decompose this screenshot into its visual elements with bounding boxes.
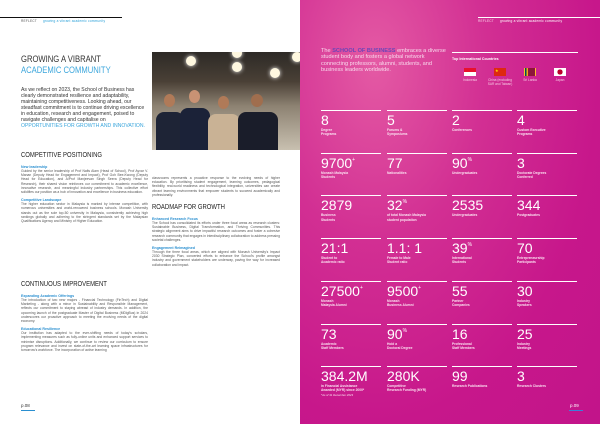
stat-label: Industry Speakers	[517, 298, 532, 307]
page-number: p.09	[570, 403, 579, 408]
page-header	[478, 19, 562, 23]
stat-rule	[387, 281, 447, 282]
stat-number: 2535	[452, 197, 484, 214]
stat-item	[321, 153, 381, 179]
country-label: Sri Lanka	[523, 78, 537, 82]
stat-item	[452, 238, 512, 264]
stat-label: Conferences	[452, 128, 472, 132]
stat-number: 90	[452, 154, 468, 171]
stat-value	[321, 198, 381, 213]
stat-suffix: %	[402, 199, 408, 206]
stat-item	[321, 324, 381, 350]
subheading: Expanding Academic Offerings	[21, 294, 75, 298]
stat-number: 2	[452, 112, 460, 128]
stat-rule	[517, 110, 577, 111]
stat-label: Female to Male Student ratio	[387, 256, 411, 265]
stat-label: Degree Programs	[321, 128, 337, 137]
intro-text: embraces a diverse student body and fosters a global network connecting professors, alumni, students, and business leaders worldwide.	[321, 48, 446, 74]
stat-number: 70	[517, 240, 533, 257]
stat-number: 99	[452, 368, 468, 385]
stat-number: 32	[387, 197, 403, 214]
body-text: classrooms represents a proactive response to the evolving needs of higher education. By prioritising student engagement, learning outcomes, pedagogical flexibility, real-world readiness and technological integration, universities can create vibrant learning environments that empower students to succeed academically and professionally.	[152, 176, 280, 197]
stat-item	[517, 366, 577, 388]
stat-value	[387, 284, 447, 299]
stat-number: 90	[387, 325, 403, 342]
stat-number: 3	[517, 368, 525, 385]
stat-value	[387, 241, 447, 256]
stat-value	[387, 327, 447, 342]
stat-item	[387, 324, 447, 350]
japan-flag-icon	[554, 68, 566, 76]
stat-label: Academic Staff Members	[321, 341, 344, 350]
stat-item	[517, 281, 577, 307]
stat-item	[517, 195, 577, 217]
stat-rule	[321, 366, 381, 367]
stat-number: 8	[321, 112, 329, 128]
stat-value	[452, 327, 512, 342]
stat-rule	[321, 238, 381, 239]
stat-rule	[517, 366, 577, 367]
stat-label: International Students	[452, 256, 472, 265]
stat-value	[452, 156, 512, 171]
countries-title: Top International Countries	[452, 57, 499, 61]
stat-item	[517, 110, 577, 136]
page-header	[21, 19, 105, 23]
country-label: Indonesia	[463, 78, 477, 82]
stat-label: Undergraduates	[452, 170, 478, 175]
stat-item	[517, 153, 577, 179]
stat-label: Student to Academic ratio	[321, 256, 345, 265]
stat-suffix: %	[402, 327, 408, 334]
stat-value	[452, 113, 512, 128]
stat-number: 3	[517, 154, 525, 171]
continuous-improvement-section	[21, 281, 148, 352]
stat-label: Custom Executive Programs	[517, 128, 546, 137]
stat-rule	[452, 324, 512, 325]
intro-paragraph	[321, 48, 446, 74]
right-page	[300, 0, 600, 424]
intro-highlight: SCHOOL OF BUSINESS	[332, 48, 396, 54]
stat-value	[452, 198, 512, 213]
stat-rule	[517, 238, 577, 239]
stat-item	[321, 110, 381, 136]
stat-value	[321, 241, 381, 256]
stat-item	[452, 281, 512, 307]
stat-item	[387, 195, 447, 221]
stat-label: Partner Companies	[452, 298, 470, 307]
subheading: Enhanced Research Focus	[152, 217, 198, 222]
stat-rule	[452, 153, 512, 154]
lead-highlight: OPPORTUNITIES FOR GROWTH AND INNOVATION.	[21, 123, 145, 129]
stat-rule	[452, 366, 512, 367]
stat-rule	[452, 238, 512, 239]
stat-item	[452, 366, 512, 388]
stat-item	[387, 366, 447, 392]
page-number-underline	[569, 410, 583, 411]
section-heading: COMPETITIVE POSITIONING	[21, 152, 103, 159]
stat-rule	[321, 281, 381, 282]
country-label: Japan	[555, 78, 565, 82]
body-text: The introduction of two new majors - Financial Technology (FinTech) and Digital Marketing - along with a minor in Sustainability and Responsible Management, reflects our commitment to staying abreast of industry demands. In addition, the upcoming launch of the postgraduate Master of Digital Business (MDigBus) in 2024 underscores our proactive approach to meeting the evolving needs of the digital economy.	[21, 298, 148, 324]
stat-value	[321, 284, 381, 299]
indonesia-flag-icon	[464, 68, 476, 76]
body-text: Our institution has adapted to the ever-shifting needs of today's scholars, implementing measures such as fully-online units and enhanced support services to minimise disruptions. Additionally, we continue to review our curriculum to ensure program relevance and invest on state-of-the-art learning space infrastructures for tomorrow's workforce. The incorporation of active learning	[21, 331, 148, 353]
stat-value	[321, 369, 381, 384]
stat-item	[321, 366, 381, 396]
body-text: Through the three focal areas, which are aligned with Monash University's Impact 2030 Strategic Plan, concerted efforts to enhance the School's profile amongst industry and government stakeholders are underway, paving the way for increased collaboration and impact.	[152, 250, 280, 267]
stat-label: Undergraduates	[452, 213, 478, 218]
stat-label: Professional Staff Members	[452, 341, 475, 350]
stat-suffix: %	[467, 156, 473, 163]
stat-number: 4	[517, 112, 525, 128]
stat-number: 27500	[321, 282, 360, 299]
stat-suffix: +	[352, 156, 356, 163]
stat-number: 384.2M	[321, 368, 368, 385]
stat-rule	[387, 110, 447, 111]
countries-rule	[452, 52, 578, 53]
section-heading: ROADMAP FOR GROWTH	[152, 204, 225, 212]
stat-item	[517, 324, 577, 350]
body-text: The higher education sector in Malaysia is marked by intense competition, with numerous universities and world-renowned business schools. Monash University stands out as the sole top-50 university in Malaysia, consistently achieving high rankings globally and adhering to the stringent standards set by the Malaysian Qualifications Agency and Ministry of Higher Education.	[21, 202, 148, 224]
stat-value	[452, 284, 512, 299]
stat-label: Hold a Doctoral Degree	[387, 341, 413, 350]
stat-item	[321, 195, 381, 221]
stat-rule	[387, 366, 447, 367]
stat-rule	[452, 281, 512, 282]
stat-number: 1.1: 1	[387, 240, 423, 257]
stat-label: Doctorate Degrees Conferred	[517, 170, 547, 179]
stat-label: in Financial Assistance Awarded (MYR) since 2000*	[321, 384, 365, 393]
stat-number: 21:1	[321, 240, 349, 257]
stat-item	[387, 238, 447, 264]
stat-item	[517, 238, 577, 264]
stat-label: of total Monash Malaysia student population	[387, 213, 427, 222]
stat-label: Nationalities	[387, 170, 407, 175]
stat-number: 9500	[387, 282, 419, 299]
stat-item	[452, 153, 512, 175]
stat-item	[452, 195, 512, 217]
team-photo	[152, 52, 300, 150]
stat-rule	[517, 324, 577, 325]
countries-list	[452, 66, 578, 102]
section-heading: CONTINUOUS IMPROVEMENT	[21, 281, 107, 288]
stat-rule	[387, 324, 447, 325]
stat-value	[517, 156, 577, 171]
title-line-2: ACADEMIC COMMUNITY	[21, 64, 111, 75]
header-subtitle: growing a vibrant academic community	[42, 18, 106, 23]
page-number-underline	[21, 410, 35, 411]
title-line-1: GROWING A VIBRANT	[21, 54, 101, 64]
stat-label: Business Students	[321, 213, 336, 222]
stat-label: Monash Malaysia Alumni	[321, 298, 347, 307]
stat-value	[517, 241, 577, 256]
header-section: REFLECT	[478, 18, 494, 23]
stat-suffix: %	[467, 242, 473, 249]
stat-number: 55	[452, 282, 468, 299]
stat-rule	[517, 195, 577, 196]
stat-number: 30	[517, 282, 533, 299]
stat-label: Research Clusters	[517, 384, 546, 389]
stat-rule	[452, 195, 512, 196]
header-subtitle: growing a vibrant academic community	[499, 18, 563, 23]
china-flag-icon: ★	[494, 68, 506, 76]
stat-label: Postgraduates	[517, 213, 540, 218]
stat-value	[387, 198, 447, 213]
stat-label: Competitive Research Funding (MYR)	[387, 384, 427, 393]
stat-number: 25	[517, 325, 533, 342]
lead-text: As we reflect on 2023, the School of Business has clearly demonstrated resilience and adaptability, maintaining competitiveness. Looking ahead, our steadfast commitment is to continue driving excellence in education, research and engagement, poised to navigate challenges and capitalise on	[21, 87, 145, 123]
body-text: Guided by the senior leadership of Prof Nafis Alam (Head of School), Prof Ayvar V. Manan (Deputy Head for Engagement and Impact), Prof Goh Bee-Kwong (Deputy Head for Education), and A/Prof Manjeevan Singh Seera (Deputy Head for Research), their shared vision reinforces our commitment to academic excellence, innovative research, and meaningful industry partnerships. This collective effort solidifies our position as a hub of innovation and excellence in business education.	[21, 169, 148, 195]
stat-item	[452, 110, 512, 132]
stat-value	[321, 327, 381, 342]
stat-rule	[452, 110, 512, 111]
stat-value	[517, 284, 577, 299]
stat-number: 9700	[321, 154, 353, 171]
header-section: REFLECT	[21, 18, 37, 23]
lead-paragraph	[21, 87, 145, 129]
stat-number: 344	[517, 197, 541, 214]
stat-value	[387, 369, 447, 384]
stat-rule	[517, 281, 577, 282]
stat-rule	[387, 195, 447, 196]
stat-rule	[321, 110, 381, 111]
stat-value	[321, 113, 381, 128]
stat-suffix: +	[359, 284, 363, 291]
stat-number: 73	[321, 325, 337, 342]
subheading: Educational Resilience	[21, 327, 61, 332]
stat-value	[387, 156, 447, 171]
stat-rule	[387, 238, 447, 239]
subheading: Engagement Reimagined	[152, 246, 195, 251]
stat-value	[517, 369, 577, 384]
stat-suffix: +	[418, 284, 422, 291]
stat-rule	[321, 153, 381, 154]
page-title	[21, 54, 161, 75]
stat-number: 5	[387, 112, 395, 128]
subheading: New leadership	[21, 165, 48, 169]
stat-label: Entrepreneurship Participants	[517, 256, 545, 265]
stat-value	[517, 113, 577, 128]
right-column	[152, 176, 280, 267]
stat-value	[452, 369, 512, 384]
sri-lanka-flag-icon	[524, 68, 536, 76]
stat-rule	[321, 324, 381, 325]
stat-value	[452, 241, 512, 256]
stat-value	[517, 198, 577, 213]
stat-item	[387, 110, 447, 136]
stat-note: *As of 31 December 2023	[321, 392, 354, 397]
stat-rule	[321, 195, 381, 196]
competitive-positioning-section	[21, 152, 148, 223]
stat-label: Monash Malaysia Students	[321, 170, 349, 179]
stat-rule	[517, 153, 577, 154]
stat-label: Monash Business Alumni	[387, 298, 414, 307]
stat-label: Research Publications	[452, 384, 488, 389]
stat-item	[321, 281, 381, 307]
stat-number: 2879	[321, 197, 353, 214]
country-label: China (excluding SAR and Taiwan)	[487, 78, 513, 86]
stat-value	[387, 113, 447, 128]
subheading: Competitive Landscape	[21, 198, 62, 203]
intro-text: The	[321, 48, 333, 54]
stat-item	[387, 153, 447, 175]
stat-value	[321, 156, 381, 171]
page-number: p.08	[21, 403, 30, 408]
stat-value	[517, 327, 577, 342]
stat-number: 280K	[387, 368, 420, 385]
stat-label: Forums & Symposiums	[387, 128, 408, 137]
stat-item	[452, 324, 512, 350]
stat-item	[387, 281, 447, 307]
stat-rule	[387, 153, 447, 154]
stat-number: 16	[452, 325, 468, 342]
stat-label: Industry Meetings	[517, 341, 532, 350]
body-text: The School has consolidated its efforts under three focal areas as research clusters: Sustainable Business, Digital Transformation, and Thriving Communities. This strategic alignment aims to drive impactful research outcomes and foster a cohesive research community that engages in interdisciplinary collaboration to address pressing societal challenges.	[152, 221, 280, 242]
stat-number: 77	[387, 154, 403, 171]
stat-item	[321, 238, 381, 264]
stat-number: 39	[452, 240, 468, 257]
